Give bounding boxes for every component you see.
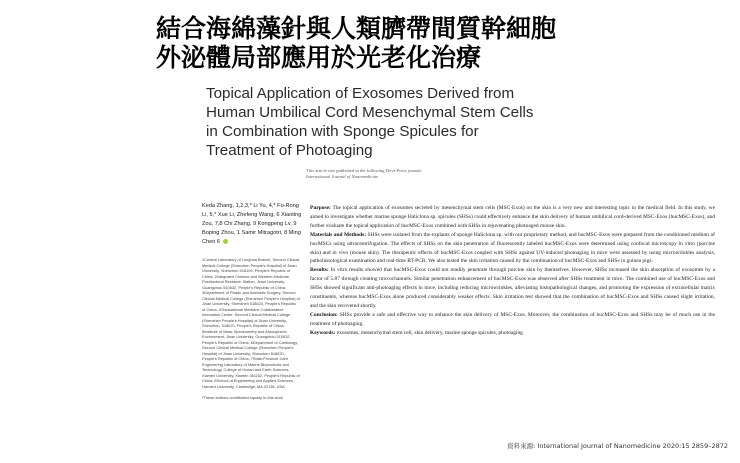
author-list	[202, 202, 306, 247]
abstract-section-label: Keywords:	[310, 329, 336, 336]
source-citation: 資料來源: International Journal of Nanomedicine 2020:15 2859–2872	[507, 442, 728, 450]
paper-title: Topical Application of Exosomes Derived from Human Umbilical Cord Mesenchymal Stem Cells in Combination with Sponge Spicules for Treatment of Photoaging	[206, 85, 534, 159]
abstract-section-label: Conclusion:	[310, 311, 338, 318]
equal-contribution-note: *These authors contributed equally to this work	[202, 395, 283, 400]
affiliations-text: 1Central Laboratory of Longhua Branch, Second Clinical Medical College (Shenzhen People's Hospital) of Jinan University, Shenzhen 518109, People's Republic of China; 2Integrated Chinese and Western Medicine Postdoctoral Research Station, Jinan University, Guangzhou 510632, People's Republic of China; 3Department of Plastic and Aesthetic Surgery, Second Clinical Medical College (Shenzhen People's Hospital) of Jinan University, Shenzhen 518020, People's Republic of China; 4Translational Medicine Collaborative Innovation Center, Second Clinical Medical College (Shenzhen People's Hospital) of Jinan University, Shenzhen, 518020, People's Republic of China; 5Institute of Mass Spectrometry and Atmospheric Environment, Jinan University, Guangzhou 510632, People's Republic of China; 6Department of Cardiology, Second Clinical Medical College (Shenzhen People's Hospital) of Jinan University, Shenzhen 518020, People's Republic of China; 7State-Province Joint Engineering Laboratory of Marine Bioproducts and Technology, College of Ocean and Earth Sciences, Xiamen University, Xiamen 361102, People's Republic of China; 8School of Engineering and Applied Sciences, Harvard University, Cambridge, MA 02138, USA	[202, 257, 300, 389]
abstract-section	[310, 329, 715, 338]
publication-note	[306, 168, 422, 180]
abstract-section-text: exosomes, mesenchymal stem cell, skin delivery, marine sponge spicules, photoaging	[335, 329, 523, 336]
abstract-section	[310, 266, 715, 311]
abstract-section-label: Results:	[310, 267, 329, 274]
abstract-section-text: SHSs provide a safe and effective way to enhance the skin delivery of MSC-Exos. Moreover, the combination of hucMSC-Exos and SHSs may be of much use in the treatment of photoaging.	[310, 311, 715, 327]
abstract-section-label: Materials and Methods:	[310, 231, 367, 238]
journal-name: International Journal of Nanomedicine	[306, 174, 379, 179]
abstract-section	[310, 231, 715, 267]
publication-note-text: This article was published in the following Dove Press journal:	[306, 168, 422, 173]
abstract-section-label: Purpose:	[310, 205, 331, 211]
abstract-section-text: SHSs were isolated from the explants of sponge Haliclona sp. with our proprietary method, and hucMSC-Exos were prepared from the conditioned medium of hucMSCs using ultracentrifugation. The effects of SHSs on the skin penetration of fluorescently labeled hucMSC-Exos were determined using confocal microscopy in vitro (porcine skin) and in vivo (mouse skin). The therapeutic effects of hucMSC-Exos coupled with SHSs against UV-induced photoaging in mice were assessed by using microwrinkles analysis, pathohistological examination and real-time RT-PCR. We also tested the skin irritation caused by the combination of hucMSC-Exos and SHSs in guinea pigs.	[310, 231, 715, 265]
authors-text: Keda Zhang, 1,2,3,* Li Yu, 4,* Fu-Rong Li, 5,* Xue Li, Zhefeng Wang, 6 Xiaoting Zou, 7,8 Chi Zhang, 9 Kongpeng Lv, 9 Boping Zhou, 1 Samir Mitragotri, 8 Ming Chen 6	[202, 203, 302, 245]
orcid-icon[interactable]	[223, 239, 228, 244]
abstract-section	[310, 311, 715, 329]
abstract-section-text: The topical application of exosomes secreted by mesenchymal stem cells (MSC-Exos) on the skin is a very new and interesting topic in the medical field. In this study, we aimed to investigate whether marine sponge Haliclona sp. spicules (SHSs) could effectively enhance the skin delivery of human umbilical cord-derived MSC-Exos (hucMSC-Exos), and further evaluate the topical application of hucMSC-Exos combined with SHSs in rejuvenating photoaged mouse skin.	[310, 205, 715, 229]
headline-line-1: 結合海綿藻針與人類臍帶間質幹細胞	[156, 14, 557, 43]
abstract-section-text: In vitro results showed that hucMSC-Exos could not readily penetrate through porcine skin by themselves. However, SHSs increased the skin absorption of exosomes by a factor of 5.87 through creating microchannels. Similar penetration enhancement of hucMSC-Exos was observed after SHSs treatment in mice. The combined use of hucMSC-Exos and SHSs showed significant anti-photoaging effects in mice, including reducing microwrinkles, alleviating histopathological changes, and promoting the expression of extracellular matrix constituents, whereas hucMSC-Exos alone produced considerably weaker effects. Skin irritation test showed that the combination of hucMSC-Exos and SHSs caused slight irritation, and the skin recovered shortly.	[310, 267, 715, 309]
abstract-section	[310, 204, 715, 231]
headline	[156, 14, 716, 72]
abstract	[310, 204, 715, 338]
headline-line-2: 外泌體局部應用於光老化治療	[156, 43, 482, 72]
affiliations	[202, 257, 300, 401]
